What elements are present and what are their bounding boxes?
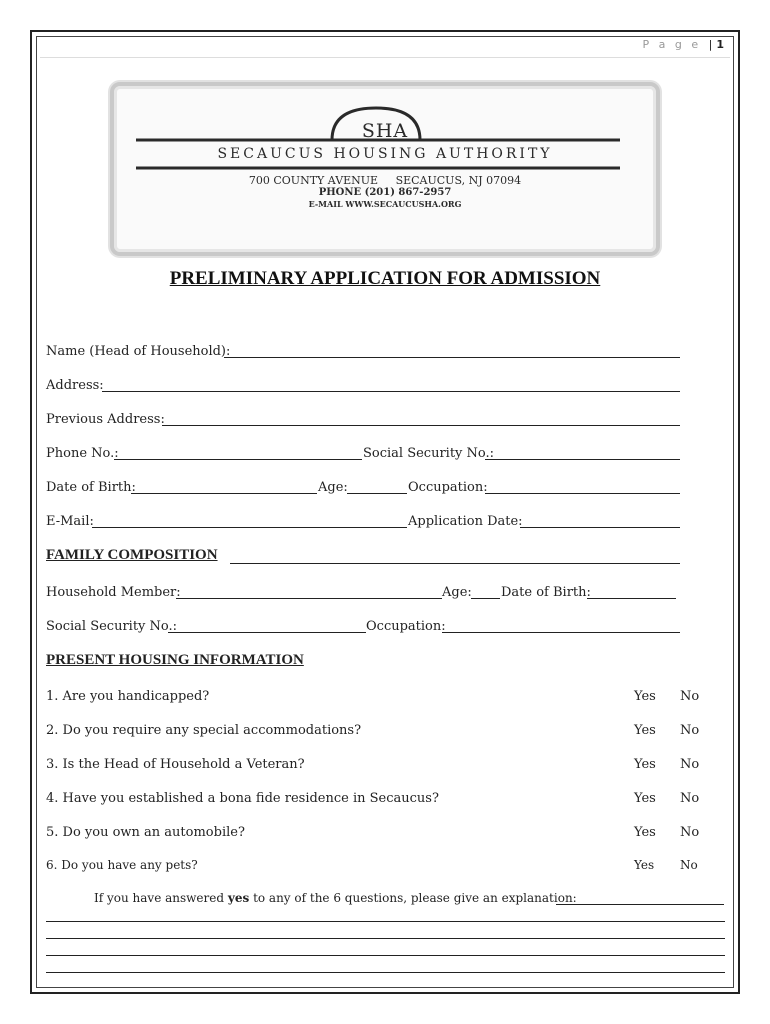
member-occupation-field[interactable] xyxy=(442,618,680,633)
logo-name: SECAUCUS HOUSING AUTHORITY xyxy=(217,146,553,162)
explanation-prompt-yes: yes xyxy=(227,891,250,905)
logo-phone: PHONE (201) 867-2957 xyxy=(318,187,452,198)
name-label: Name (Head of Household): xyxy=(46,344,231,359)
name-row xyxy=(46,343,686,361)
explanation-line[interactable] xyxy=(46,938,725,939)
logo-abbrev: SHA xyxy=(361,120,409,142)
q3-no-option[interactable]: No xyxy=(680,757,700,772)
explanation-prompt xyxy=(94,891,577,905)
page-number-value: 1 xyxy=(716,38,724,51)
previous-address-row xyxy=(46,411,686,429)
q5-no-option[interactable]: No xyxy=(680,825,700,840)
ssn-field[interactable] xyxy=(485,445,680,460)
question-pets: 6. Do you have any pets? xyxy=(46,858,198,872)
application-date-field[interactable] xyxy=(520,513,680,528)
explanation-field[interactable] xyxy=(556,904,724,905)
explanation-line[interactable] xyxy=(46,972,725,973)
q1-yes-option[interactable]: Yes xyxy=(634,689,656,704)
q3-yes-option[interactable]: Yes xyxy=(634,757,656,772)
application-date-label: Application Date: xyxy=(408,514,523,529)
address-label: Address: xyxy=(46,378,104,393)
email-label: E-Mail: xyxy=(46,514,94,529)
explanation-line[interactable] xyxy=(46,921,725,922)
household-member-row xyxy=(46,584,686,602)
dob-row xyxy=(46,479,686,497)
member-occupation-label: Occupation: xyxy=(366,619,446,634)
logo-graphic xyxy=(114,86,656,252)
explanation-prompt-end: to any of the 6 questions, please give an explanation: xyxy=(249,891,577,905)
question-accommodations: 2. Do you require any special accommodations? xyxy=(46,723,362,738)
q1-no-option[interactable]: No xyxy=(680,689,700,704)
previous-address-field[interactable] xyxy=(162,411,680,426)
page-label: P a g e xyxy=(642,38,702,51)
q4-yes-option[interactable]: Yes xyxy=(634,791,656,806)
previous-address-label: Previous Address: xyxy=(46,412,165,427)
question-residence: 4. Have you established a bona fide residence in Secaucus? xyxy=(46,791,439,806)
name-field[interactable] xyxy=(224,343,680,358)
q4-no-option[interactable]: No xyxy=(680,791,700,806)
question-automobile: 5. Do you own an automobile? xyxy=(46,825,245,840)
address-row xyxy=(46,377,686,395)
dob-field[interactable] xyxy=(131,479,317,494)
page-title: PRELIMINARY APPLICATION FOR ADMISSION xyxy=(169,268,601,289)
member-age-field[interactable] xyxy=(471,584,500,599)
occupation-field[interactable] xyxy=(485,479,680,494)
logo xyxy=(110,82,660,256)
q2-no-option[interactable]: No xyxy=(680,723,700,738)
member-ssn-field[interactable] xyxy=(168,618,366,633)
ssn-label: Social Security No.: xyxy=(363,446,495,461)
age-field[interactable] xyxy=(347,479,407,494)
q5-yes-option[interactable]: Yes xyxy=(634,825,656,840)
member-dob-label: Date of Birth: xyxy=(501,585,591,600)
dob-label: Date of Birth: xyxy=(46,480,136,495)
q6-yes-option[interactable]: Yes xyxy=(634,858,655,872)
member-ssn-label: Social Security No.: xyxy=(46,619,178,634)
member-ssn-row xyxy=(46,618,686,636)
logo-email: E-MAIL WWW.SECAUCUSHA.ORG xyxy=(308,199,462,209)
question-veteran: 3. Is the Head of Household a Veteran? xyxy=(46,757,305,772)
family-composition-heading: FAMILY COMPOSITION xyxy=(46,547,218,563)
phone-row xyxy=(46,445,686,463)
family-heading-rule xyxy=(230,548,680,564)
occupation-label: Occupation: xyxy=(408,480,488,495)
explanation-prompt-start: If you have answered xyxy=(94,891,228,905)
q2-yes-option[interactable]: Yes xyxy=(634,723,656,738)
household-member-field[interactable] xyxy=(176,584,442,599)
age-label: Age: xyxy=(318,480,348,495)
household-member-label: Household Member: xyxy=(46,585,181,600)
address-field[interactable] xyxy=(102,377,680,392)
email-row xyxy=(46,513,686,531)
logo-address: 700 COUNTY AVENUE SECAUCUS, NJ 07094 xyxy=(248,174,522,187)
member-dob-field[interactable] xyxy=(587,584,676,599)
q6-no-option[interactable]: No xyxy=(680,858,698,872)
housing-heading: PRESENT HOUSING INFORMATION xyxy=(46,652,304,668)
email-field[interactable] xyxy=(92,513,407,528)
header-rule xyxy=(40,57,730,58)
question-handicapped: 1. Are you handicapped? xyxy=(46,689,210,704)
phone-label: Phone No.: xyxy=(46,446,119,461)
explanation-line[interactable] xyxy=(46,955,725,956)
page-number: P a g e | 1 xyxy=(642,38,724,51)
phone-field[interactable] xyxy=(114,445,362,460)
member-age-label: Age: xyxy=(442,585,472,600)
